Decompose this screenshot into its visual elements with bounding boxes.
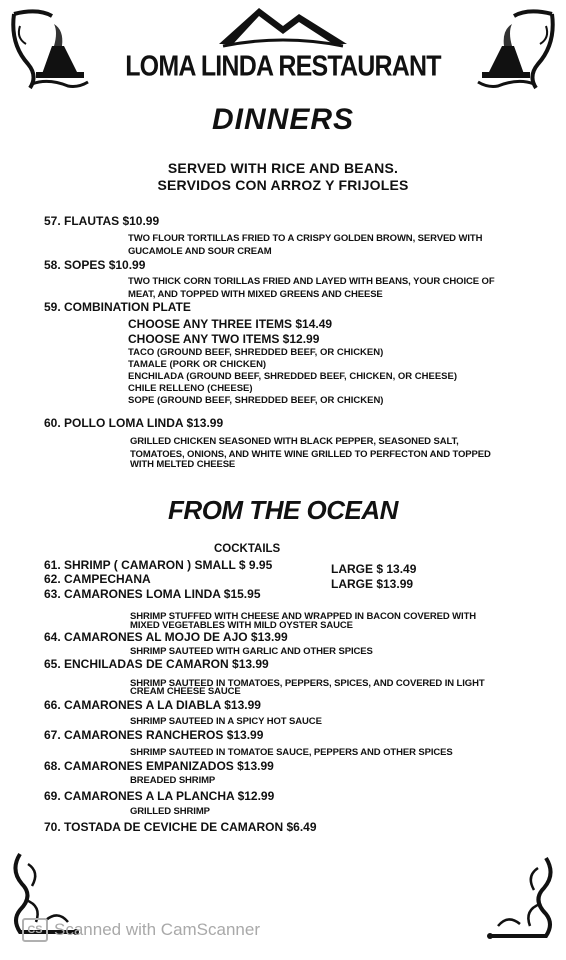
mountain-logo-icon xyxy=(213,4,353,48)
menu-item-title: 63. CAMARONES LOMA LINDA $15.95 xyxy=(44,587,261,601)
menu-item-title: 66. CAMARONES A LA DIABLA $13.99 xyxy=(44,698,261,712)
served-with-english: SERVED WITH RICE AND BEANS. xyxy=(167,160,399,176)
menu-item-title: 58. SOPES $10.99 xyxy=(44,258,146,272)
section-title-dinners: DINNERS xyxy=(211,103,354,136)
combo-choice: CHILE RELLENO (CHEESE) xyxy=(128,383,253,394)
corner-scroll-icon xyxy=(474,854,560,940)
camscanner-watermark xyxy=(22,918,260,942)
section-title-ocean: FROM THE OCEAN xyxy=(168,495,398,525)
combo-choice: SOPE (GROUND BEEF, SHREDDED BEEF, OR CHICKEN) xyxy=(128,395,384,406)
menu-item-title: 68. CAMARONES EMPANIZADOS $13.99 xyxy=(44,759,274,773)
menu-item-desc: CREAM CHEESE SAUCE xyxy=(130,686,241,697)
menu-item-desc: BREADED SHRIMP xyxy=(130,775,216,786)
menu-item-price-large: LARGE $13.99 xyxy=(331,577,414,591)
menu-item-title: 59. COMBINATION PLATE xyxy=(44,300,191,314)
menu-item-desc: GUCAMOLE AND SOUR CREAM xyxy=(128,246,272,257)
menu-item-desc: WITH MELTED CHEESE xyxy=(130,459,236,470)
menu-item-desc: SHRIMP STUFFED WITH CHEESE AND WRAPPED IN BACON COVERED WITH xyxy=(130,611,477,622)
combo-option: CHOOSE ANY THREE ITEMS $14.49 xyxy=(128,317,333,331)
menu-item-title: 70. TOSTADA DE CEVICHE DE CAMARON $6.49 xyxy=(44,820,317,834)
menu-item-title: 64. CAMARONES AL MOJO DE AJO $13.99 xyxy=(44,630,288,644)
menu-item-desc: MIXED VEGETABLES WITH MILD OYSTER SAUCE xyxy=(130,620,353,631)
restaurant-name: LOMA LINDA RESTAURANT xyxy=(125,50,441,83)
menu-item-title: 60. POLLO LOMA LINDA $13.99 xyxy=(44,416,224,430)
menu-item-desc: SHRIMP SAUTEED WITH GARLIC AND OTHER SPICES xyxy=(130,646,373,657)
menu-item-desc: TOMATOES, ONIONS, AND WHITE WINE GRILLED TO PERFECTON AND TOPPED xyxy=(130,449,491,460)
served-with-spanish: SERVIDOS CON ARROZ Y FRIJOLES xyxy=(157,177,409,193)
combo-choice: ENCHILADA (GROUND BEEF, SHREDDED BEEF, CHICKEN, OR CHEESE) xyxy=(128,371,458,382)
menu-item-title: 69. CAMARONES A LA PLANCHA $12.99 xyxy=(44,789,275,803)
menu-item-desc: TWO THICK CORN TORILLAS FRIED AND LAYED WITH BEANS, YOUR CHOICE OF xyxy=(128,276,495,287)
menu-item-desc: MEAT, AND TOPPED WITH MIXED GREENS AND CHEESE xyxy=(128,289,383,300)
menu-item-title: 57. FLAUTAS $10.99 xyxy=(44,214,160,228)
watermark-text: Scanned with CamScanner xyxy=(54,920,261,939)
menu-item-desc: SHRIMP SAUTEED IN TOMATOE SAUCE, PEPPERS AND OTHER SPICES xyxy=(130,747,453,758)
menu-item-desc: SHRIMP SAUTEED IN TOMATOES, PEPPERS, SPICES, AND COVERED IN LIGHT xyxy=(130,678,485,689)
cocktails-heading: COCKTAILS xyxy=(214,543,281,555)
combo-choice: TACO (GROUND BEEF, SHREDDED BEEF, OR CHICKEN) xyxy=(128,347,384,358)
menu-item-desc: TWO FLOUR TORTILLAS FRIED TO A CRISPY GOLDEN BROWN, SERVED WITH xyxy=(128,233,483,244)
menu-item-title: 61. SHRIMP ( CAMARON ) SMALL $ 9.95 xyxy=(44,558,273,572)
menu-item-desc: SHRIMP SAUTEED IN A SPICY HOT SAUCE xyxy=(130,716,322,727)
menu-item-title: 67. CAMARONES RANCHEROS $13.99 xyxy=(44,728,264,742)
menu-item-price-large: LARGE $ 13.49 xyxy=(331,562,417,576)
menu-item-title: 62. CAMPECHANA xyxy=(44,572,151,586)
menu-item-desc: GRILLED CHICKEN SEASONED WITH BLACK PEPPER, SEASONED SALT, xyxy=(130,436,459,447)
combo-choice: TAMALE (PORK OR CHICKEN) xyxy=(128,359,267,370)
camscanner-icon: CS xyxy=(22,918,48,942)
menu-item-title: 65. ENCHILADAS DE CAMARON $13.99 xyxy=(44,657,269,671)
menu-item-desc: GRILLED SHRIMP xyxy=(130,806,210,817)
combo-option: CHOOSE ANY TWO ITEMS $12.99 xyxy=(128,332,320,346)
